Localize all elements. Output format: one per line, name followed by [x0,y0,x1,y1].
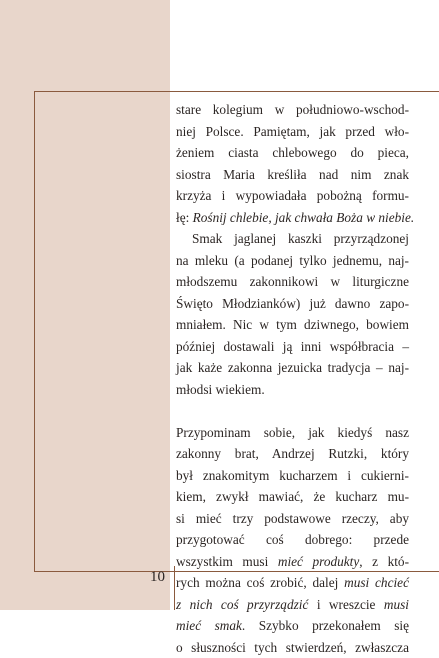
page-number-divider [174,566,175,610]
text-line: o słuszności tych stwierdzeń, zwłaszcza [176,637,409,658]
text-line: później dostawali ją inni współbracia – [176,336,409,358]
text-line: zakonny brat, Andrzej Rutzki, który [176,443,409,465]
text-line: niej Polsce. Pamiętam, jak przed wło- [176,121,409,143]
paragraph-3 [176,422,409,658]
emphasis: musi [384,597,409,612]
paragraph-1 [176,99,409,228]
text-line [176,551,409,573]
paragraph-2 [176,228,409,400]
text-line [176,572,409,594]
text-segment: rych można coś zrobić, dalej [176,575,344,590]
text-line: siostra Maria kreśliła nad nim znak [176,164,409,186]
text-line: stare kolegium w południowo-wschod- [176,99,409,121]
text-line: był znakomitym kucharzem i cukierni- [176,465,409,487]
text-segment: łę: [176,210,193,225]
text-line: młodsi wiekiem. [176,379,409,401]
text-line: kiem, zwykł mawiać, że kucharz mu- [176,486,409,508]
text-segment: i wreszcie [308,597,383,612]
paragraph-gap [176,400,409,422]
text-line: Smak jaglanej kaszki przyrządzonej [176,228,409,250]
emphasis: mieć smak [176,618,242,633]
text-line [176,207,409,229]
text-segment: wszystkim musi [176,554,278,569]
text-line: Przypominam sobie, jak kiedyś nasz [176,422,409,444]
frame-rule-left [34,91,35,571]
text-line: mniałem. Nic w tym dziwnego, bowiem [176,314,409,336]
frame-rule-top [34,91,439,92]
page-number: 10 [150,567,165,587]
text-segment: . Szybko przekonałem się [242,618,409,633]
text-line: młodszemu zakonnikowi w liturgiczne [176,271,409,293]
text-line [176,615,409,637]
text-segment: , z któ- [359,554,409,569]
text-line [176,594,409,616]
quoted-formula: Rośnij chlebie, jak chwała Boża w niebie. [193,210,415,225]
text-line: Święto Młodzianków) już dawno zapo- [176,293,409,315]
text-line: żeniem ciasta chlebowego do pieca, [176,142,409,164]
text-line: na mleku (a podanej tylko jednemu, naj- [176,250,409,272]
text-line: si mieć trzy podstawowe rzeczy, aby [176,508,409,530]
text-line: przygotować coś dobrego: przede [176,529,409,551]
body-text [176,99,409,658]
emphasis: mieć produkty [278,554,359,569]
text-line: jak każe zakonna jezuicka tradycja – naj- [176,357,409,379]
emphasis: z nich coś przyrządzić [176,597,308,612]
emphasis: musi chcieć [344,575,409,590]
text-line: krzyża i wypowiadała pobożną formu- [176,185,409,207]
